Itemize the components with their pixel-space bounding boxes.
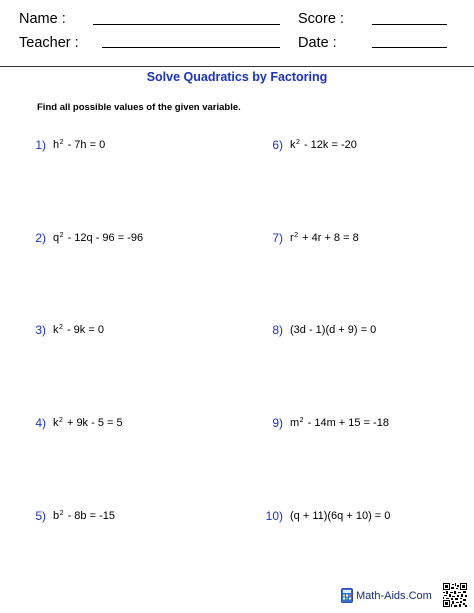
problem-number: 5): [35, 509, 46, 523]
name-field-line[interactable]: [93, 24, 280, 25]
date-field-line[interactable]: [372, 47, 447, 48]
logo-text: Math-Aids.Com: [356, 590, 432, 602]
problem-equation: $r^2 + 4r + 8 = 8$: [290, 232, 359, 244]
worksheet-instructions: Find all possible values of the given variable.: [37, 102, 241, 113]
problem-number: 7): [272, 231, 283, 245]
problem-number: 6): [272, 138, 283, 152]
problem-number: 4): [35, 416, 46, 430]
worksheet-title: Solve Quadratics by Factoring: [146, 70, 328, 84]
problem-equation: $m^2 - 14m + 15 = -18$: [290, 417, 389, 429]
teacher-label: Teacher :: [19, 35, 79, 51]
problem-equation: $q^2 - 12q - 96 = -96$: [53, 232, 144, 244]
header-divider: [0, 66, 474, 67]
problem-equation: (q + 11)(6q + 10) = 0: [290, 510, 391, 522]
calculator-logo-icon: [341, 588, 353, 603]
problem-number: 3): [35, 323, 46, 337]
name-label: Name :: [19, 11, 66, 27]
problem-equation: $b^2 - 8b = -15$: [53, 510, 115, 522]
score-field-line[interactable]: [372, 24, 447, 25]
teacher-field-line[interactable]: [102, 47, 280, 48]
problem-equation: $k^2 + 9k - 5 = 5$: [53, 417, 123, 429]
qr-code-icon[interactable]: [443, 583, 467, 607]
problem-number: 9): [272, 416, 283, 430]
problem-number: 10): [265, 509, 283, 523]
problem-equation: $k^2 - 12k = -20$: [290, 139, 357, 151]
problem-number: 8): [272, 323, 283, 337]
problem-number: 2): [35, 231, 46, 245]
score-label: Score :: [298, 11, 344, 27]
problem-equation: $k^2 - 9k = 0$: [53, 324, 104, 336]
date-label: Date :: [298, 35, 337, 51]
problem-number: 1): [35, 138, 46, 152]
problem-equation: (3d - 1)(d + 9) = 0: [290, 324, 377, 336]
problem-equation: $h^2 - 7h = 0$: [53, 139, 106, 151]
